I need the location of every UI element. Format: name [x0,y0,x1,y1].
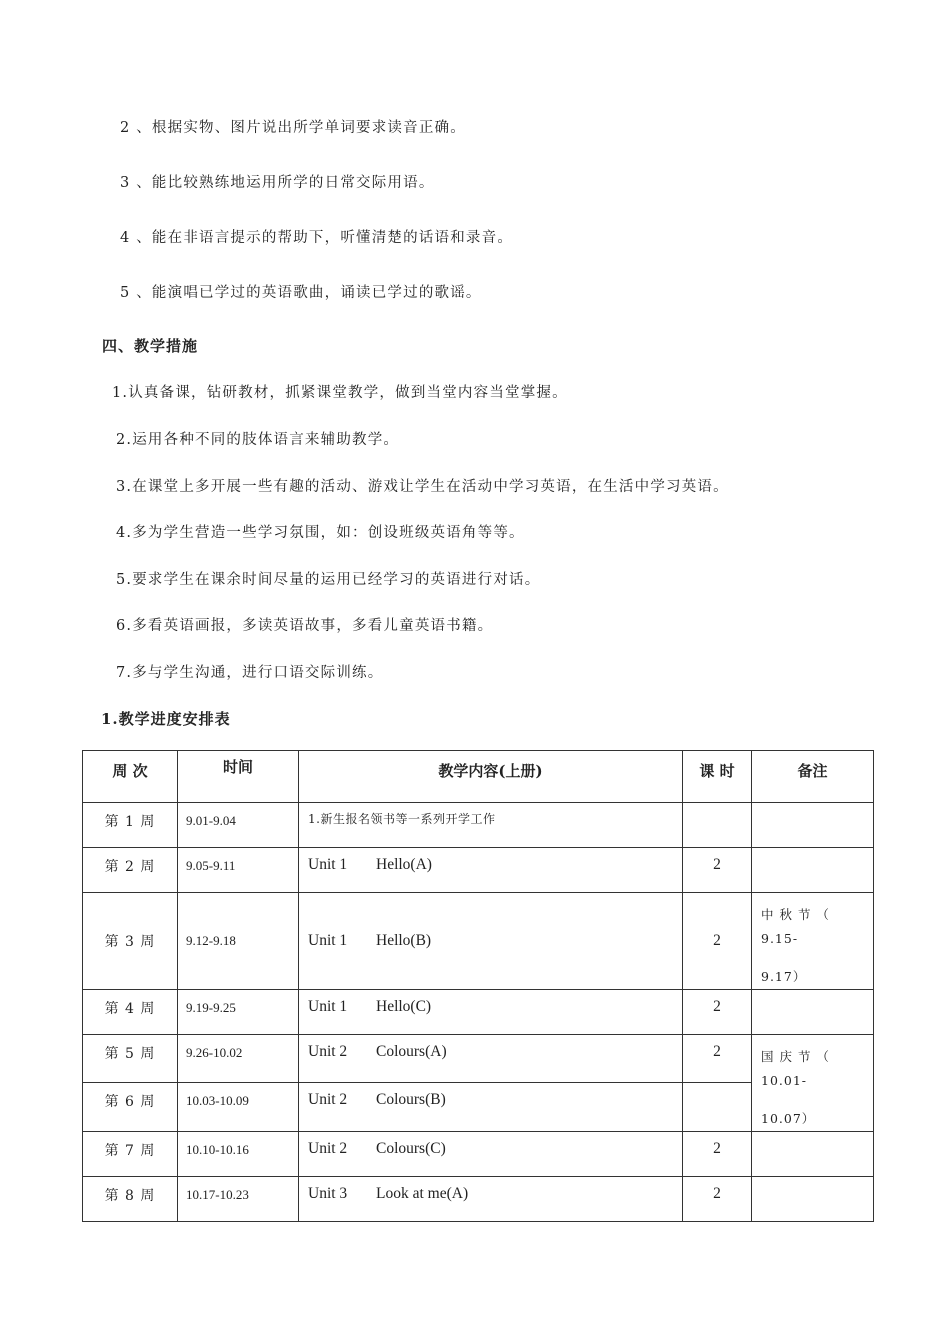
measure-item-4: 4.多为学生营造一些学习氛围，如：创设班级英语角等等。 [116,525,525,541]
lesson-label: Colours(B) [376,1090,446,1108]
measure-item-1: 1.认真备课，钻研教材，抓紧课堂教学，做到当堂内容当堂掌握。 [112,385,568,401]
time-cell: 9.26-10.02 [178,1035,299,1083]
header-notes: 备注 [752,751,874,803]
lesson-label: Colours(C) [376,1140,446,1157]
hours-cell: 2 [683,1177,752,1222]
week-cell: 第 2 周 [83,848,178,893]
section-title-teaching-measures: 四、教学措施 [102,337,199,355]
lesson-label: Colours(A) [376,1043,447,1060]
goal-item-4: 4 、能在非语言提示的帮助下，听懂清楚的话语和录音。 [120,230,514,246]
notes-cell [752,848,874,893]
time-cell: 9.12-9.18 [178,893,299,990]
content-cell [299,990,683,1035]
notes-cell-national-day [752,1035,874,1132]
hours-cell: 2 [683,1132,752,1177]
content-cell [299,848,683,893]
unit-label: Unit 1 [308,998,348,1015]
table-row [83,1035,874,1083]
note-line: 国 庆 节 （ 10.01- [761,1049,830,1088]
measure-item-2: 2.运用各种不同的肢体语言来辅助教学。 [116,432,400,448]
hours-cell [683,803,752,848]
time-cell: 10.10-10.16 [178,1132,299,1177]
header-time: 时间 [178,751,299,803]
header-week: 周 次 [83,751,178,803]
table-header-row [83,751,874,803]
time-cell: 9.19-9.25 [178,990,299,1035]
measure-item-7: 7.多与学生沟通，进行口语交际训练。 [116,665,384,681]
table-row [83,1132,874,1177]
week-cell: 第 3 周 [83,893,178,990]
unit-label: Unit 2 [308,1140,348,1157]
unit-label: Unit 2 [308,1090,348,1108]
table-row [83,1177,874,1222]
content-cell [299,893,683,990]
content-cell: 1.新生报名领书等一系列开学工作 [299,803,683,848]
table-row [83,990,874,1035]
time-cell: 9.01-9.04 [178,803,299,848]
content-cell [299,1035,683,1083]
content-cell [299,1132,683,1177]
week-cell: 第 1 周 [83,803,178,848]
schedule-title: 1.教学进度安排表 [101,710,231,728]
unit-label: Unit 1 [308,856,348,873]
week-cell: 第 7 周 [83,1132,178,1177]
goal-item-2: 2 、根据实物、图片说出所学单词要求读音正确。 [120,120,466,136]
lesson-label: Hello(B) [376,932,432,949]
notes-cell [752,803,874,848]
week-cell: 第 8 周 [83,1177,178,1222]
notes-cell [752,1177,874,1222]
hours-cell [683,1082,752,1131]
unit-label: Unit 2 [308,1043,348,1060]
week-cell: 第 6 周 [83,1082,178,1131]
note-line: 9.17） [761,969,807,984]
note-line: 中 秋 节 （ 9.15- [761,907,830,946]
unit-label: Unit 3 [308,1185,348,1202]
goal-item-3: 3 、能比较熟练地运用所学的日常交际用语。 [120,175,435,191]
time-cell: 9.05-9.11 [178,848,299,893]
unit-label: Unit 1 [308,932,348,949]
header-hours: 课 时 [683,751,752,803]
measure-item-6: 6.多看英语画报，多读英语故事，多看儿童英语书籍。 [116,618,494,634]
goal-item-5: 5 、能演唱已学过的英语歌曲，诵读已学过的歌谣。 [120,285,482,301]
header-content: 教学内容(上册) [299,751,683,803]
table-row [83,893,874,990]
hours-cell: 2 [683,1035,752,1083]
lesson-label: Hello(C) [376,998,432,1015]
hours-cell: 2 [683,848,752,893]
table-row [83,848,874,893]
lesson-label: Hello(A) [376,856,432,873]
measure-item-3: 3.在课堂上多开展一些有趣的活动、游戏让学生在活动中学习英语，在生活中学习英语。 [116,479,729,495]
time-cell: 10.03-10.09 [178,1082,299,1131]
notes-cell [752,1132,874,1177]
schedule-table [82,750,874,1222]
week-cell: 第 4 周 [83,990,178,1035]
week-cell: 第 5 周 [83,1035,178,1083]
notes-cell-mid-autumn [752,893,874,990]
notes-cell [752,990,874,1035]
content-cell [299,1177,683,1222]
time-cell: 10.17-10.23 [178,1177,299,1222]
table-row [83,803,874,848]
measure-item-5: 5.要求学生在课余时间尽量的运用已经学习的英语进行对话。 [116,572,541,588]
content-cell [299,1082,683,1131]
hours-cell: 2 [683,893,752,990]
note-line: 10.07） [761,1111,816,1126]
hours-cell: 2 [683,990,752,1035]
lesson-label: Look at me(A) [376,1185,469,1202]
